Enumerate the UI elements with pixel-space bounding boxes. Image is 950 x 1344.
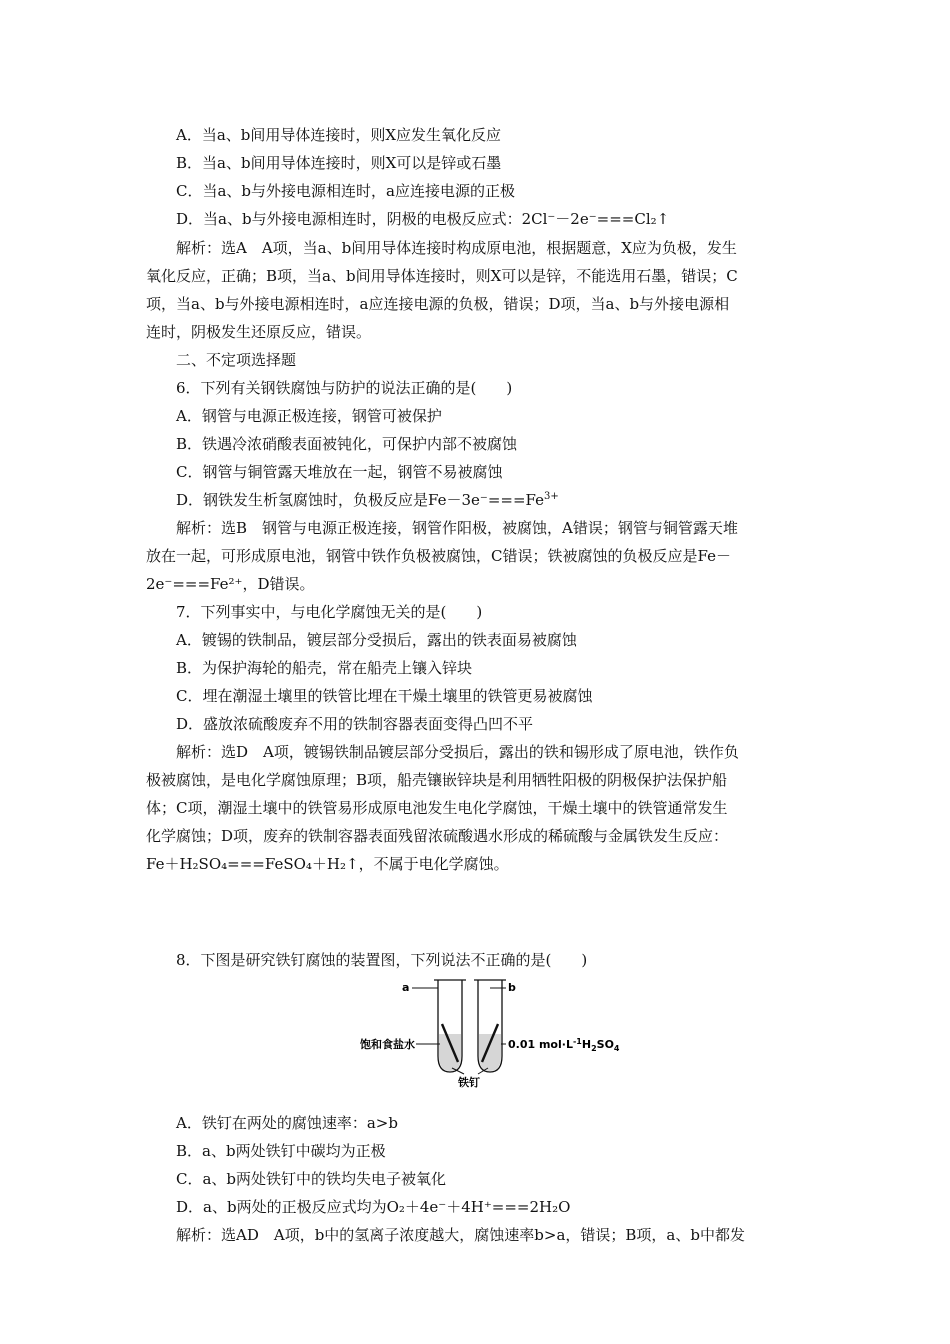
test-tube-b xyxy=(474,980,506,1072)
q8-stem: 8．下图是研究铁钉腐蚀的装置图，下列说法不正确的是( ) xyxy=(176,951,588,969)
q7-option-c: C．埋在潮湿土壤里的铁管比埋在干燥土壤里的铁管更易被腐蚀 xyxy=(176,687,593,705)
q8-option-c: C．a、b两处铁钉中的铁均失电子被氧化 xyxy=(176,1170,447,1188)
q5-option-c: C．当a、b与外接电源相连时，a应连接电源的正极 xyxy=(176,182,515,200)
q7-analysis-line: 解析：选D A项，镀锡铁制品镀层部分受损后，露出的铁和锡形成了原电池，铁作负 xyxy=(176,743,739,761)
q7-option-a: A．镀锡的铁制品，镀层部分受损后，露出的铁表面易被腐蚀 xyxy=(176,631,577,649)
q6-option-c: C．钢管与铜管露天堆放在一起，钢管不易被腐蚀 xyxy=(176,463,503,481)
iron-nail-corrosion-figure xyxy=(360,978,620,1088)
label-a: a xyxy=(402,981,410,994)
q7-analysis-line: 体；C项，潮湿土壤中的铁管易形成原电池发生电化学腐蚀，干燥土壤中的铁管通常发生 xyxy=(146,799,728,817)
q8-option-b: B．a、b两处铁钉中碳均为正极 xyxy=(176,1142,386,1160)
q7-analysis-line: Fe＋H₂SO₄===FeSO₄＋H₂↑，不属于电化学腐蚀。 xyxy=(146,855,509,873)
q6-option-d xyxy=(176,490,559,510)
q8-option-a: A．铁钉在两处的腐蚀速率：a>b xyxy=(176,1114,398,1132)
q5-option-a: A．当a、b间用导体连接时，则X应发生氧化反应 xyxy=(176,126,502,144)
q6-option-d-text: D．钢铁发生析氢腐蚀时，负极反应是Fe－3e⁻===Fe xyxy=(176,491,544,509)
q5-analysis-line: 连时，阴极发生还原反应，错误。 xyxy=(146,323,372,341)
q5-analysis-line: 解析：选A A项，当a、b间用导体连接时构成原电池，根据题意，X应为负极，发生 xyxy=(176,239,737,257)
test-tube-diagram xyxy=(360,978,620,1088)
q7-option-d: D．盛放浓硫酸废弃不用的铁制容器表面变得凸凹不平 xyxy=(176,715,534,733)
q5-option-b: B．当a、b间用导体连接时，则X可以是锌或石墨 xyxy=(176,154,502,172)
q8-option-d: D．a、b两处的正极反应式均为O₂＋4e⁻＋4H⁺===2H₂O xyxy=(176,1198,571,1216)
q7-option-b: B．为保护海轮的船壳，常在船壳上镶入锌块 xyxy=(176,659,473,677)
q7-analysis-line: 极被腐蚀，是电化学腐蚀原理；B项，船壳镶嵌锌块是利用牺牲阳极的阴极保护法保护船 xyxy=(146,771,728,789)
q5-analysis-line: 项，当a、b与外接电源相连时，a应连接电源的负极，错误；D项，当a、b与外接电源相 xyxy=(146,295,730,313)
label-iron-nail: 铁钉 xyxy=(458,1076,480,1088)
q6-option-b: B．铁遇冷浓硝酸表面被钝化，可保护内部不被腐蚀 xyxy=(176,435,518,453)
label-salt-water: 饱和食盐水 xyxy=(360,1038,415,1051)
test-tube-a xyxy=(434,980,466,1072)
q6-stem: 6．下列有关钢铁腐蚀与防护的说法正确的是( ) xyxy=(176,379,513,397)
q8-analysis-line: 解析：选AD A项，b中的氢离子浓度越大，腐蚀速率b>a，错误；B项，a、b中都发 xyxy=(176,1226,745,1244)
q6-analysis-line: 2e⁻===Fe²⁺，D错误。 xyxy=(146,575,315,593)
label-b: b xyxy=(508,981,516,994)
q5-analysis-line: 氧化反应，正确；B项，当a、b间用导体连接时，则X可以是锌，不能选用石墨，错误；C xyxy=(146,267,738,285)
q6-option-a: A．钢管与电源正极连接，钢管可被保护 xyxy=(176,407,442,425)
q7-analysis-line: 化学腐蚀；D项，废弃的铁制容器表面残留浓硫酸遇水形成的稀硫酸与金属铁发生反应： xyxy=(146,827,729,845)
q6-analysis-line: 解析：选B 钢管与电源正极连接，钢管作阳极，被腐蚀，A错误；钢管与铜管露天堆 xyxy=(176,519,738,537)
section-heading: 二、不定项选择题 xyxy=(176,351,297,369)
q6-analysis-line: 放在一起，可形成原电池，钢管中铁作负极被腐蚀，C错误；铁被腐蚀的负极反应是Fe－ xyxy=(146,547,731,565)
label-sulfuric-acid: 0.01 $mol\cdot L^{-1}H_2SO_4$ xyxy=(508,1037,620,1053)
superscript: 3+ xyxy=(544,491,559,502)
q7-stem: 7．下列事实中，与电化学腐蚀无关的是( ) xyxy=(176,603,483,621)
q5-option-d: D．当a、b与外接电源相连时，阴极的电极反应式：2Cl⁻－2e⁻===Cl₂↑ xyxy=(176,210,670,228)
